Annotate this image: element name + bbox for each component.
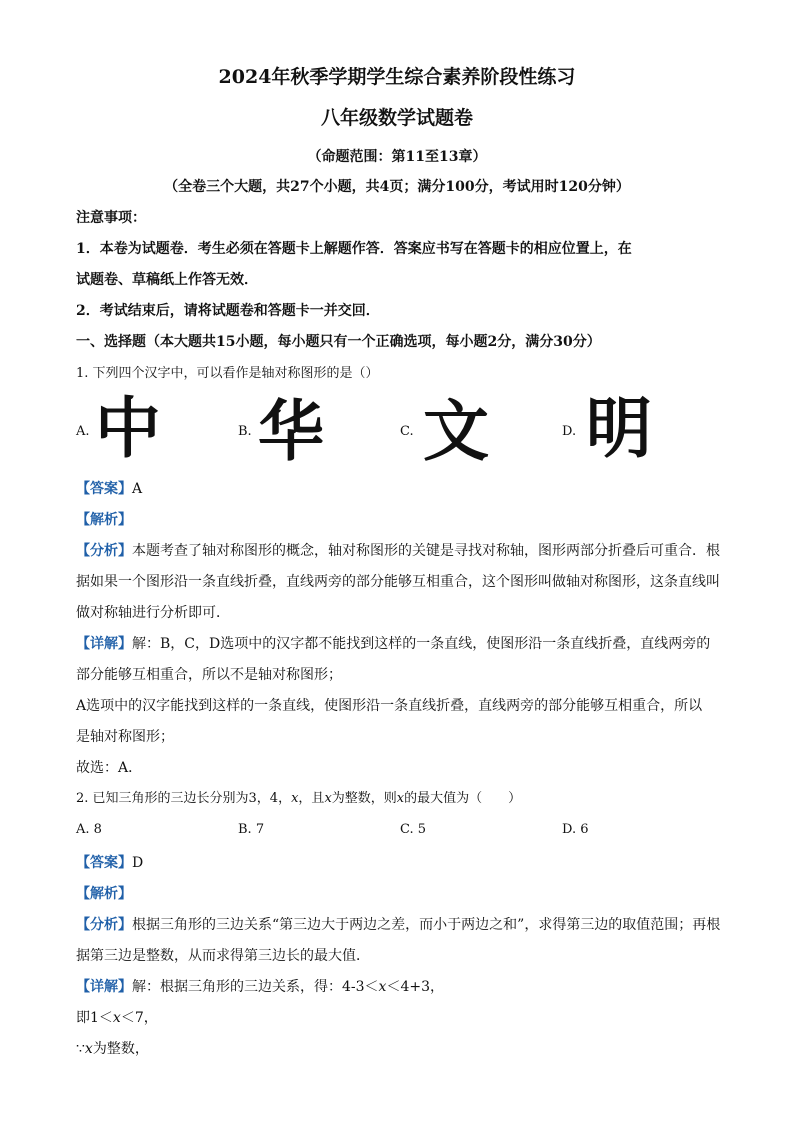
exam-subtitle: 八年级数学试题卷	[320, 107, 473, 129]
q2-step-2-pre: 即1＜	[76, 1010, 113, 1026]
q2-option-b: B. 7	[238, 822, 265, 837]
q1-option-b-label: B.	[238, 424, 252, 439]
q1-xiangjie-line-3: A选项中的汉字能找到这样的一条直线，使图形沿一条直线折叠，直线两旁的部分能够互相重合，所以	[76, 698, 703, 714]
q2-option-d: D. 6	[562, 822, 589, 837]
q1-option-a-char: 中	[95, 390, 161, 467]
q1-option-a-label: A.	[76, 424, 90, 439]
q2-step-3	[76, 1039, 718, 1059]
q2-step-2-var: x	[112, 1010, 121, 1026]
q2-analysis-tag: 【解析】	[76, 886, 132, 902]
exam-title: 2024年秋季学期学生综合素养阶段性练习	[218, 66, 576, 88]
q2-var-x-1: x	[291, 791, 299, 806]
q2-fenxi-tag: 【分析】	[76, 917, 132, 933]
q1-fenxi-tag: 【分析】	[76, 543, 132, 559]
q2-stem-part-1: 2. 已知三角形的三边长分别为3，4，	[76, 791, 292, 806]
q1-conclusion: 故选：A．	[76, 760, 143, 776]
q2-var-x-3: x	[396, 791, 405, 806]
notes-item-1-line-1: 1．本卷为试题卷．考生必须在答题卡上解题作答．答案应书写在答题卡的相应位置上，在	[76, 241, 632, 257]
q2-stem-part-4: 的最大值为（ ）	[404, 791, 522, 806]
q2-xiangjie-line-1	[76, 977, 718, 997]
q1-option-c-char: 文	[423, 393, 489, 470]
q2-option-a: A. 8	[76, 822, 102, 837]
q1-answer-row	[76, 479, 718, 499]
q2-xiangjie-var-x: x	[378, 979, 387, 995]
q1-answer-tag: 【答案】	[76, 481, 132, 497]
q2-xiangjie-text-1b: ＜4+3，	[386, 979, 444, 995]
q2-fenxi-text-1: 根据三角形的三边关系“第三边大于两边之差，而小于两边之和”，求得第三边的取值范围；再根	[132, 917, 721, 933]
exam-scope: （命题范围：第11至13章）	[307, 149, 487, 165]
q1-xiangjie-line-4: 是轴对称图形；	[76, 729, 174, 745]
q2-stem-part-2: ，且	[298, 791, 325, 806]
q1-option-b-char: 华	[258, 393, 324, 470]
q2-answer: D	[132, 855, 144, 871]
notes-heading: 注意事项：	[76, 210, 146, 226]
q2-stem	[76, 789, 718, 809]
notes-item-1-line-2: 试题卷、草稿纸上作答无效．	[76, 272, 258, 288]
q1-option-d-label: D.	[562, 424, 577, 439]
q2-option-c: C. 5	[400, 822, 427, 837]
q1-stem: 1. 下列四个汉字中，可以看作是轴对称图形的是（）	[76, 366, 379, 381]
q2-step-2-post: ＜7，	[120, 1010, 158, 1026]
q1-fenxi-line-1	[76, 541, 718, 561]
notes-item-2: 2．考试结束后，请将试题卷和答题卡一并交回．	[76, 303, 380, 319]
q2-xiangjie-text-1a: 解：根据三角形的三边关系，得：4-3＜	[132, 979, 379, 995]
q2-step-3-pre: ∵	[76, 1041, 85, 1057]
q2-answer-tag: 【答案】	[76, 855, 132, 871]
q1-fenxi-line-3: 做对称轴进行分析即可．	[76, 605, 230, 621]
q2-step-2	[76, 1008, 718, 1028]
exam-info: （全卷三个大题，共27个小题，共4页；满分100分，考试用时120分钟）	[164, 179, 630, 195]
q2-answer-row	[76, 853, 718, 873]
q1-xiangjie-text-1: 解：B，C，D选项中的汉字都不能找到这样的一条直线，使图形沿一条直线折叠，直线两旁的	[132, 636, 711, 652]
q1-xiangjie-tag: 【详解】	[76, 636, 132, 652]
q2-step-3-post: 为整数，	[92, 1041, 149, 1057]
q1-analysis-tag: 【解析】	[76, 512, 132, 528]
q2-stem-part-3: 为整数，则	[331, 791, 397, 806]
q1-option-c-label: C.	[400, 424, 414, 439]
q1-option-d-char: 明	[586, 390, 652, 467]
q2-fenxi-line-1	[76, 915, 721, 935]
q2-step-3-var: x	[84, 1041, 93, 1057]
q2-fenxi-line-2: 据第三边是整数，从而求得第三边长的最大值．	[76, 948, 370, 964]
q1-answer: A	[132, 481, 143, 497]
section-1-heading: 一、选择题（本大题共15小题，每小题只有一个正确选项，每小题2分，满分30分）	[76, 334, 601, 350]
q1-xiangjie-line-2: 部分能够互相重合，所以不是轴对称图形；	[76, 667, 342, 683]
q2-analysis-row	[76, 884, 718, 904]
q1-fenxi-text-1: 本题考查了轴对称图形的概念，轴对称图形的关键是寻找对称轴，图形两部分折叠后可重合．根	[132, 543, 720, 559]
q2-var-x-2: x	[324, 791, 332, 806]
q2-xiangjie-tag: 【详解】	[76, 979, 132, 995]
q1-fenxi-line-2: 据如果一个图形沿一条直线折叠，直线两旁的部分能够互相重合，这个图形叫做轴对称图形，这条直线叫	[76, 574, 720, 590]
q1-xiangjie-line-1	[76, 634, 718, 654]
q1-analysis-row	[76, 510, 718, 530]
